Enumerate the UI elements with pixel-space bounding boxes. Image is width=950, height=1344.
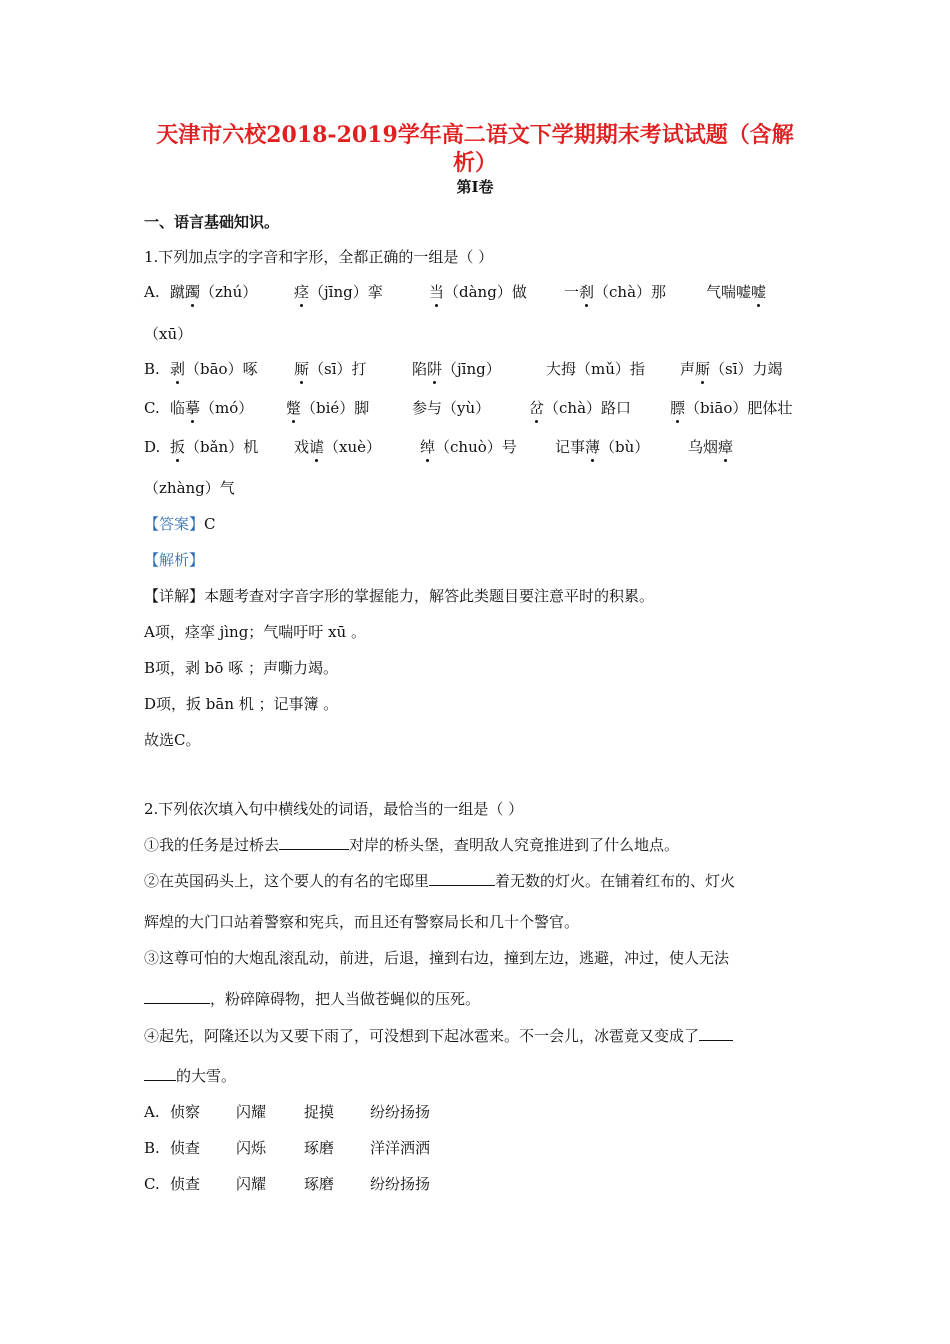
option-item: 临摹（mó） [170,399,254,417]
option-item: 岔（chà）路口 [529,399,632,417]
answer-label: 【答案】 [144,515,205,533]
q1-option-a-wrap: （xū） [144,325,193,343]
fill-blank [699,1026,733,1041]
analysis-conclusion: 故选C。 [144,731,201,749]
answer-value: C [204,515,216,533]
fill-blank [279,835,349,850]
sentence-1: ①我的任务是过桥去 对岸的桥头堡，查明敌人究竟推进到了什么地点。 [144,836,680,854]
option-item: 绰（chuò）号 [420,438,517,456]
option-item: 乌烟瘴 [688,438,734,456]
analysis-note: A项，痉挛 jìng；气喘吁吁 xū 。 [144,623,366,641]
volume-heading: 第Ⅰ卷 [456,178,494,196]
q1-option-d [144,437,804,457]
sentence-3: ③这尊可怕的大炮乱滚乱动，前进，后退，撞到右边，撞到左边，逃避，冲过，使人无法 [144,949,730,967]
q2-option-a: A. 侦察 闪耀 捉摸 纷纷扬扬 [144,1103,431,1121]
q1-option-d-wrap: （zhàng）气 [144,479,235,497]
sentence-2: ②在英国码头上，这个要人的有名的宅邸里 着无数的灯火。在铺着红布的、灯火 [144,872,736,890]
q2-option-c: C. 侦查 闪耀 琢磨 纷纷扬扬 [144,1175,431,1193]
sentence-2-wrap: 辉煌的大门口站着警察和宪兵，而且还有警察局长和几十个警官。 [144,913,580,931]
option-item: 大拇（mǔ）指 [546,360,645,378]
detail-text: 本题考查对字音字形的掌握能力，解答此类题目要注意平时的积累。 [204,587,655,605]
option-item: 膘（biāo）肥体壮 [670,399,793,417]
option-item: 戏谑（xuè） [294,438,382,456]
question-2-stem: 2.下列依次填入句中横线处的词语，最恰当的一组是（ ） [144,800,524,818]
option-item: 厮（sī）打 [294,360,367,378]
option-item: 一刹（chà）那 [564,283,667,301]
option-item: 蹩（bié）脚 [286,399,370,417]
option-item: 剥（bāo）啄 [170,360,258,378]
option-item: 当（dàng）做 [429,283,527,301]
fill-blank [429,871,495,886]
detail-label: 【详解】 [144,587,205,605]
option-label: D. [144,438,161,456]
document-title: 天津市六校2018-2019学年高二语文下学期期末考试试题（含解析） [156,122,794,176]
question-1-stem: 1.下列加点字的字音和字形，全都正确的一组是（ ） [144,248,494,266]
option-item: 参与（yù） [412,399,491,417]
option-item: 记事薄（bù） [555,438,650,456]
q2-option-b: B. 侦查 闪烁 琢磨 洋洋洒洒 [144,1139,431,1157]
option-label: C. [144,399,160,417]
analysis-note: D项，扳 bān 机 ；记事簿 。 [144,695,339,713]
analysis-label: 【解析】 [144,551,205,569]
detail-line [144,586,654,606]
option-item: 气喘嘘嘘 [706,283,767,301]
fill-blank [144,989,210,1004]
option-item: 蹴躅（zhú） [170,283,258,301]
sentence-3-wrap: ，粉碎障碍物，把人当做苍蝇似的压死。 [144,989,480,1009]
sentence-4-wrap: 的大雪。 [144,1066,236,1086]
option-label: A. [144,283,160,301]
option-item: 扳（bǎn）机 [170,438,259,456]
option-item: 痉（jīng）挛 [294,283,383,301]
analysis-note: B项，剥 bō 啄 ；声嘶力竭。 [144,659,338,677]
q1-option-a [144,282,804,302]
q1-option-b [144,359,804,379]
section-heading: 一、语言基础知识。 [144,213,280,231]
option-label: B. [144,360,160,378]
fill-blank [144,1066,176,1081]
q1-option-c [144,398,824,418]
option-item: 陷阱（jīng） [412,360,501,378]
answer-line [144,514,216,534]
option-item: 声厮（sī）力竭 [680,360,783,378]
sentence-4: ④起先，阿隆还以为又要下雨了，可没想到下起冰雹来。不一会儿，冰雹竟又变成了 [144,1026,733,1046]
